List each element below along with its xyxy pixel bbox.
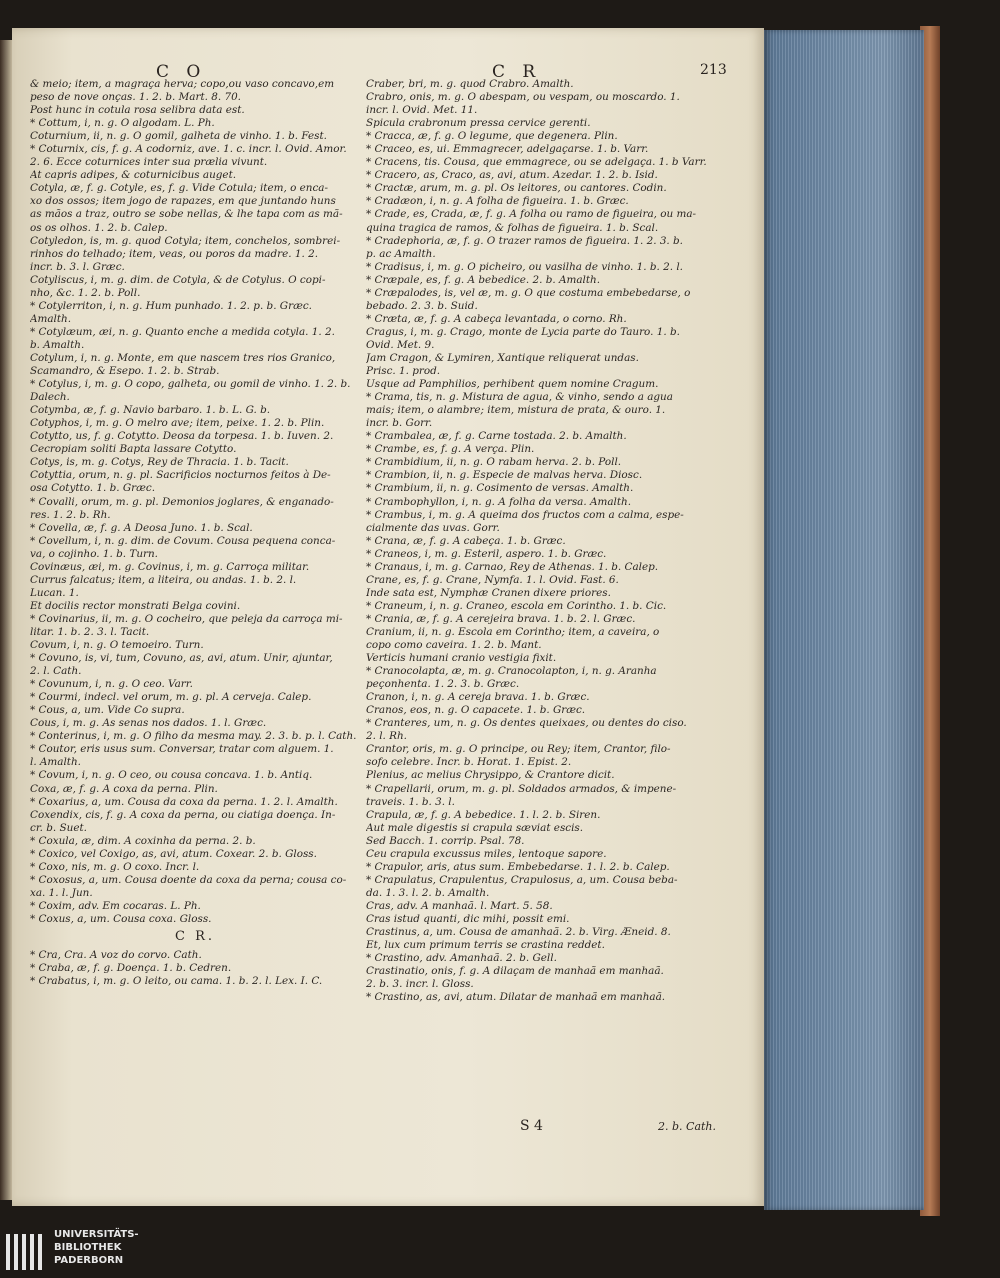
dictionary-entry-line: Crane, es, f. g. Crane, Nymfa. 1. l. Ovid. Fast. 6. [366, 573, 619, 586]
dictionary-entry-line: va, o cojinho. 1. b. Turn. [30, 547, 158, 560]
dictionary-entry-line: * Cotylerriton, i, n. g. Hum punhado. 1. 2. p. b. Græc. [30, 299, 312, 312]
dictionary-entry-line: * Cræta, æ, f. g. A cabeça levantada, o corno. Rh. [366, 312, 627, 325]
section-heading: C R. [175, 929, 215, 945]
dictionary-entry-line: as mãos a traz, outro se sobe nellas, & lhe tapa com as mã- [30, 208, 343, 221]
dictionary-entry-line: * Coxo, nis, m. g. O coxo. Incr. l. [30, 860, 200, 873]
dictionary-entry-line: Cous, i, m. g. As senas nos dados. 1. l. Græc. [30, 717, 267, 730]
left-column-heading: C O [156, 62, 207, 82]
dictionary-entry-line: Cotys, is, m. g. Cotys, Rey de Thracia. 1. b. Tacit. [30, 456, 289, 469]
dictionary-entry-line: Covum, i, n. g. O temoeiro. Turn. [30, 639, 204, 652]
dictionary-entry-line: * Crastino, as, avi, atum. Dilatar de manhaã em manhaã. [366, 991, 666, 1004]
dictionary-entry-line: Spicula crabronum pressa cervice gerenti. [366, 117, 591, 130]
dictionary-entry-line: * Crama, tis, n. g. Mistura de agua, & vinho, sendo a agua [366, 391, 673, 404]
dictionary-entry-line: * Craba, æ, f. g. Doença. 1. b. Cedren. [30, 962, 232, 975]
dictionary-entry-line: incr. b. 3. l. Græc. [30, 260, 125, 273]
dictionary-entry-line: da. 1. 3. l. 2. b. Amalth. [366, 886, 490, 899]
dictionary-entry-line: Plenius, ac melius Chrysippo, & Crantore dicit. [366, 769, 615, 782]
library-name-line-1: UNIVERSITÄTS- [54, 1229, 139, 1240]
dictionary-entry-line: l. Amalth. [30, 756, 81, 769]
dictionary-entry-line: Cecropiam soliti Bapta lassare Cotytto. [30, 443, 237, 456]
dictionary-entry-line: litar. 1. b. 2. 3. l. Tacit. [30, 625, 150, 638]
dictionary-entry-line: res. 1. 2. b. Rh. [30, 508, 111, 521]
dictionary-entry-line: Aut male digestis si crapula sæviat escis. [366, 821, 584, 834]
dictionary-entry-line: * Coxim, adv. Em cocaras. L. Ph. [30, 899, 201, 912]
dictionary-entry-line: Cotyla, æ, f. g. Cotyle, es, f. g. Vide Cotula; item, o enca- [30, 182, 329, 195]
dictionary-entry-line: Crastinatio, onis, f. g. A dilaçam de manhaã em manhaã. [366, 965, 664, 978]
dictionary-entry-line: copo como caveira. 1. 2. b. Mant. [366, 639, 542, 652]
dictionary-entry-line: b. Amalth. [30, 338, 85, 351]
dictionary-entry-line: * Cracero, as, Craco, as, avi, atum. Azedar. 1. 2. b. Isid. [366, 169, 658, 182]
dictionary-entry-line: Crapula, æ, f. g. A bebedice. 1. l. 2. b. Siren. [366, 808, 601, 821]
dictionary-entry-line: xa. 1. l. Jun. [30, 886, 93, 899]
dictionary-entry-line: * Coxico, vel Coxigo, as, avi, atum. Coxear. 2. b. Gloss. [30, 847, 317, 860]
dictionary-entry-line: * Cranocolapta, æ, m. g. Cranocolapton, i, n. g. Aranha [366, 665, 657, 678]
dictionary-entry-line: 2. 6. Ecce coturnices inter sua prælia vivunt. [30, 156, 268, 169]
dictionary-entry-line: Cranium, ii, n. g. Escola em Corintho; item, a caveira, o [366, 625, 660, 638]
dictionary-entry-line: * Covella, æ, f. g. A Deosa Juno. 1. b. Scal. [30, 521, 253, 534]
dictionary-entry-line: * Crania, æ, f. g. A cerejeira brava. 1. b. 2. l. Græc. [366, 612, 636, 625]
dictionary-entry-line: * Cous, a, um. Vide Co supra. [30, 704, 185, 717]
dictionary-entry-line: Cotytto, us, f. g. Cotytto. Deosa da torpesa. 1. b. Iuven. 2. [30, 430, 334, 443]
dictionary-entry-line: sofo celebre. Incr. b. Horat. 1. Epist. 2. [366, 756, 572, 769]
dictionary-entry-line: Et docilis rector monstrati Belga covini. [30, 599, 241, 612]
dictionary-entry-line: * Crana, æ, f. g. A cabeça. 1. b. Græc. [366, 534, 566, 547]
dictionary-entry-line: * Coturnix, cis, f. g. A codorniz, ave. 1. c. incr. l. Ovid. Amor. [30, 143, 347, 156]
dictionary-entry-line: Sed Bacch. 1. corrip. Psal. 78. [366, 834, 525, 847]
dictionary-entry-line: * Coxosus, a, um. Cousa doente da coxa da perna; cousa co- [30, 873, 347, 886]
dictionary-entry-line: Et, lux cum primum terris se crastina reddet. [366, 939, 605, 952]
dictionary-entry-line: * Crambe, es, f. g. A verça. Plin. [366, 443, 535, 456]
dictionary-entry-line: Coxa, æ, f. g. A coxa da perna. Plin. [30, 782, 218, 795]
page-number: 213 [700, 62, 727, 78]
dictionary-entry-line: * Coutor, eris usus sum. Conversar, tratar com alguem. 1. [30, 743, 334, 756]
dictionary-entry-line: Ovid. Met. 9. [366, 338, 435, 351]
page-fore-edge [764, 30, 924, 1210]
dictionary-entry-line: nho, &c. 1. 2. b. Poll. [30, 286, 141, 299]
dictionary-entry-line: * Conterinus, i, m. g. O filho da mesma may. 2. 3. b. p. l. Cath. [30, 730, 357, 743]
dictionary-entry-line: * Crapellarii, orum, m. g. pl. Soldados armados, & impene- [366, 782, 677, 795]
dictionary-entry-line: * Cotylæum, æi, n. g. Quanto enche a medida cotyla. 1. 2. [30, 325, 335, 338]
dictionary-entry-line: * Crapulor, aris, atus sum. Embebedarse. 1. l. 2. b. Calep. [366, 860, 670, 873]
dictionary-entry-line: * Coxus, a, um. Cousa coxa. Gloss. [30, 913, 212, 925]
dictionary-entry-line: Cras, adv. A manhaã. l. Mart. 5. 58. [366, 899, 553, 912]
dictionary-entry-line: Cotyledon, is, m. g. quod Cotyla; item, conchelos, sombrei- [30, 234, 341, 247]
dictionary-entry-line: Covinæus, æi, m. g. Covinus, i, m. g. Carroça militar. [30, 560, 310, 573]
dictionary-entry-line: Post hunc in cotula rosa selibra data est. [30, 104, 245, 117]
dictionary-entry-line: * Crambalea, æ, f. g. Carne tostada. 2. b. Amalth. [366, 430, 627, 443]
dictionary-entry-line: * Cradephoria, æ, f. g. O trazer ramos de figueira. 1. 2. 3. b. [366, 234, 683, 247]
dictionary-entry-line: Coxendix, cis, f. g. A coxa da perna, ou ciatiga doença. In- [30, 808, 336, 821]
signature-mark: S 4 [520, 1118, 543, 1134]
dictionary-entry-line: * Crapulatus, Crapulentus, Crapulosus, a, um. Cousa beba- [366, 873, 678, 886]
dictionary-entry-line: * Covinarius, ii, m. g. O cocheiro, que peleja da carroça mi- [30, 612, 343, 625]
dictionary-entry-line: * Cra, Cra. A voz do corvo. Cath. [30, 949, 202, 962]
dictionary-entry-line: * Crambidium, ii, n. g. O rabam herva. 2. b. Poll. [366, 456, 622, 469]
dictionary-entry-line: * Cracens, tis. Cousa, que emmagrece, ou se adelgaça. 1. b Varr. [366, 156, 707, 169]
dictionary-entry-line: * Cranaus, i, m. g. Carnao, Rey de Athenas. 1. b. Calep. [366, 560, 659, 573]
dictionary-entry-line: mais; item, o alambre; item, mistura de prata, & ouro. 1. [366, 404, 666, 417]
dictionary-entry-line: * Cracca, æ, f. g. O legume, que degenera. Plin. [366, 130, 618, 143]
dictionary-entry-line: * Cractæ, arum, m. g. pl. Os leitores, ou cantores. Codin. [366, 182, 667, 195]
dictionary-entry-line: * Crambus, i, m. g. A queima dos fructos com a calma, espe- [366, 508, 684, 521]
dictionary-entry-line: Cragus, i, m. g. Crago, monte de Lycia parte do Tauro. 1. b. [366, 325, 680, 338]
dictionary-entry-line: 2. l. Cath. [30, 665, 82, 678]
dictionary-entry-line: Verticis humani cranio vestigia fixit. [366, 652, 557, 665]
dictionary-entry-line: Jam Cragon, & Lymiren, Xantique reliquerat undas. [366, 351, 639, 364]
dictionary-entry-line: Craber, bri, m. g. quod Crabro. Amalth. [366, 78, 574, 90]
dictionary-entry-line: * Crambion, ii, n. g. Especie de malvas herva. Diosc. [366, 469, 643, 482]
dictionary-entry-line: * Covellum, i, n. g. dim. de Covum. Cousa pequena conca- [30, 534, 336, 547]
dictionary-entry-line: bebado. 2. 3. b. Suid. [366, 299, 478, 312]
dictionary-entry-line: incr. l. Ovid. Met. 11. [366, 104, 478, 117]
dictionary-entry-line: Crantor, oris, m. g. O principe, ou Rey; item, Crantor, filo- [366, 743, 671, 756]
dictionary-entry-line: * Cræpale, es, f. g. A bebedice. 2. b. Amalth. [366, 273, 601, 286]
dictionary-entry-line: Amalth. [30, 312, 72, 325]
dictionary-entry-line: Cotyliscus, i, m. g. dim. de Cotyla, & de Cotylus. O copi- [30, 273, 326, 286]
dictionary-entry-line: 2. l. Rh. [366, 730, 407, 743]
dictionary-entry-line: Cras istud quanti, dic mihi, possit emi. [366, 913, 570, 925]
dictionary-entry-line: Ceu crapula excussus miles, lentoque sapore. [366, 847, 607, 860]
dictionary-entry-line: cialmente das uvas. Gorr. [366, 521, 500, 534]
dictionary-entry-line: rinhos do telhado; item, veas, ou poros da madre. 1. 2. [30, 247, 318, 260]
dictionary-entry-line: & meio; item, a magraça herva; copo,ou vaso concavo,em [30, 78, 335, 90]
dictionary-entry-line: xo dos ossos; item jogo de rapazes, em que juntando huns [30, 195, 336, 208]
dictionary-entry-line: * Craneos, i, m. g. Esteril, aspero. 1. b. Græc. [366, 547, 607, 560]
dictionary-entry-line: * Cradisus, i, m. g. O picheiro, ou vasilha de vinho. 1. b. 2. l. [366, 260, 683, 273]
dictionary-entry-line: * Cotylus, i, m. g. O copo, galheta, ou gomil de vinho. 1. 2. b. [30, 378, 351, 391]
dictionary-entry-line: Coturnium, ii, n. g. O gomil, galheta de vinho. 1. b. Fest. [30, 130, 327, 143]
dictionary-entry-line: Scamandro, & Esepo. 1. 2. b. Strab. [30, 365, 220, 378]
dictionary-entry-line: * Covum, i, n. g. O ceo, ou cousa concava. 1. b. Antiq. [30, 769, 313, 782]
dictionary-entry-line: * Craceo, es, ui. Emmagrecer, adelgaçarse. 1. b. Varr. [366, 143, 649, 156]
dictionary-entry-line: Cotymba, æ, f. g. Navio barbaro. 1. b. L. G. b. [30, 404, 271, 417]
right-column-heading: C R [492, 62, 542, 82]
library-name [54, 1228, 139, 1267]
dictionary-entry-line: * Crade, es, Crada, æ, f. g. A folha ou ramo de figueira, ou ma- [366, 208, 697, 221]
library-name-line-2: BIBLIOTHEK [54, 1242, 122, 1253]
dictionary-entry-line: Cotylum, i, n. g. Monte, em que nascem tres rios Granico, [30, 351, 336, 364]
dictionary-entry-line: Currus falcatus; item, a liteira, ou andas. 1. b. 2. l. [30, 573, 297, 586]
dictionary-entry-line: Lucan. 1. [30, 586, 79, 599]
dictionary-entry-line: * Crambophyllon, i, n. g. A folha da versa. Amalth. [366, 495, 632, 508]
library-logo-icon [4, 1228, 50, 1274]
dictionary-entry-line: * Craneum, i, n. g. Craneo, escola em Corintho. 1. b. Cic. [366, 599, 667, 612]
dictionary-entry-line: * Crambium, ii, n. g. Cosimento de versas. Amalth. [366, 482, 634, 495]
dictionary-entry-line: * Coxarius, a, um. Cousa da coxa da perna. 1. 2. l. Amalth. [30, 795, 338, 808]
dictionary-entry-line: * Crabatus, i, m. g. O leito, ou cama. 1. b. 2. l. Lex. I. C. [30, 975, 323, 988]
dictionary-entry-line: Dalech. [30, 391, 70, 404]
left-column [30, 78, 360, 988]
catchword: 2. b. Cath. [658, 1120, 717, 1133]
dictionary-entry-line: Cotyttia, orum, n. g. pl. Sacrificios nocturnos feitos à De- [30, 469, 331, 482]
dictionary-entry-line: * Cræpalodes, is, vel æ, m. g. O que costuma embebedarse, o [366, 286, 691, 299]
dictionary-entry-line: peso de nove onças. 1. 2. b. Mart. 8. 70. [30, 91, 241, 104]
dictionary-entry-line: * Covunum, i, n. g. O ceo. Varr. [30, 678, 193, 691]
dictionary-entry-line: Inde sata est, Nymphæ Cranen dixere priores. [366, 586, 611, 599]
dictionary-entry-line: At capris adipes, & coturnicibus auget. [30, 169, 237, 182]
dictionary-entry-line: * Cranteres, um, n. g. Os dentes queixaes, ou dentes do ciso. [366, 717, 687, 730]
dictionary-entry-line: peçonhenta. 1. 2. 3. b. Græc. [366, 678, 520, 691]
dictionary-entry-line: * Coxula, æ, dim. A coxinha da perna. 2. b. [30, 834, 256, 847]
dictionary-entry-line: cr. b. Suet. [30, 821, 87, 834]
dictionary-entry-line: os os olhos. 1. 2. b. Calep. [30, 221, 168, 234]
dictionary-entry-line: traveis. 1. b. 3. l. [366, 795, 455, 808]
dictionary-entry-line: quina tragica de ramos, & folhas de figueira. 1. b. Scal. [366, 221, 659, 234]
dictionary-entry-line: * Covuno, is, vi, tum, Covuno, as, avi, atum. Unir, ajuntar, [30, 652, 333, 665]
library-name-line-3: PADERBORN [54, 1255, 124, 1266]
right-column [366, 78, 712, 1004]
dictionary-entry-line: * Cradæon, i, n. g. A folha de figueira. 1. b. Græc. [366, 195, 629, 208]
dictionary-entry-line: * Crastino, adv. Amanhaã. 2. b. Gell. [366, 952, 557, 965]
dictionary-entry-line: 2. b. 3. incr. l. Gloss. [366, 978, 474, 991]
dictionary-entry-line: * Courmi, indecl. vel orum, m. g. pl. A cerveja. Calep. [30, 691, 312, 704]
dictionary-entry-line: p. ac Amalth. [366, 247, 436, 260]
dictionary-entry-line: Cranon, i, n. g. A cereja brava. 1. b. Græc. [366, 691, 590, 704]
dictionary-entry-line: Cotyphos, i, m. g. O melro ave; item, peixe. 1. 2. b. Plin. [30, 417, 325, 430]
dictionary-entry-line: * Cottum, i, n. g. O algodam. L. Ph. [30, 117, 215, 130]
dictionary-entry-line: Crabro, onis, m. g. O abespam, ou vespam, ou moscardo. 1. [366, 91, 680, 104]
dictionary-entry-line: Crastinus, a, um. Cousa de amanhaã. 2. b. Virg. Æneid. 8. [366, 926, 671, 939]
dictionary-entry-line: osa Cotytto. 1. b. Græc. [30, 482, 155, 495]
dictionary-entry-line: Cranos, eos, n. g. O capacete. 1. b. Græc. [366, 704, 586, 717]
dictionary-entry-line: Prisc. 1. prod. [366, 365, 441, 378]
dictionary-entry-line: incr. b. Gorr. [366, 417, 433, 430]
dictionary-entry-line: Usque ad Pamphilios, perhibent quem nomine Cragum. [366, 378, 659, 391]
dictionary-entry-line: * Covalli, orum, m. g. pl. Demonios joglares, & enganado- [30, 495, 334, 508]
